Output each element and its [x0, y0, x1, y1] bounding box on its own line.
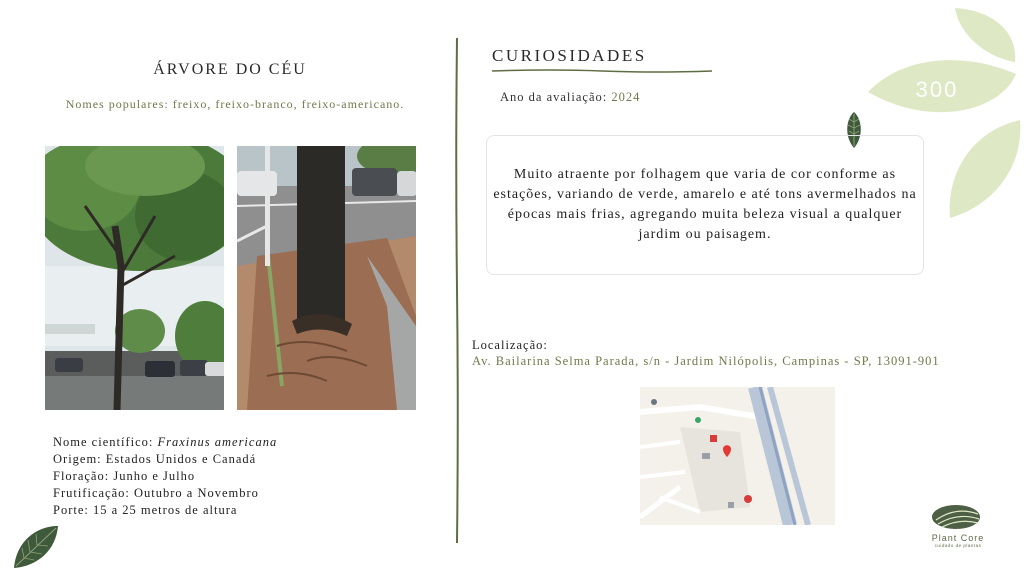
logo-name: Plant Core — [931, 533, 985, 543]
description-text: Muito atraente por folhagem que varia de cor conforme as estações, variando de verde, amarelo e até tons avermelhados na épocas mais frias, agregando muita beleza visual a qualquer jardim ou paisagem. — [493, 167, 917, 242]
info-scientific-name: Nome científico: Fraxinus americana — [53, 435, 278, 449]
tree-photo-canopy — [45, 146, 224, 410]
plant-core-logo — [930, 502, 982, 532]
tree-title: ÁRVORE DO CÉU — [153, 61, 307, 78]
tree-photo-trunk — [237, 146, 416, 410]
title-underline — [492, 68, 714, 74]
info-fruiting: Frutificação: Outubro a Novembro — [53, 486, 259, 500]
location-label: Localização: — [472, 338, 548, 352]
badge-number: 300 — [915, 77, 959, 102]
info-flowering: Floração: Junho e Julho — [53, 469, 196, 483]
popular-names: Nomes populares: freixo, freixo-branco, freixo-americano. — [65, 97, 405, 111]
description-card — [486, 135, 924, 275]
evaluation-year: Ano da avaliação: 2024 — [500, 90, 641, 104]
location-map[interactable] — [640, 387, 835, 525]
info-size: Porte: 15 a 25 metros de altura — [53, 503, 238, 517]
scientific-info — [53, 434, 277, 519]
location-address: Av. Bailarina Selma Parada, s/n - Jardim Nilópolis, Campinas - SP, 13091-901 — [472, 354, 940, 368]
column-divider — [455, 38, 459, 543]
corner-leaf-icon — [10, 522, 62, 572]
section-title: CURIOSIDADES — [492, 46, 647, 65]
info-origin: Origem: Estados Unidos e Canadá — [53, 452, 257, 466]
logo-tagline: cuidado de plantas — [934, 543, 982, 548]
